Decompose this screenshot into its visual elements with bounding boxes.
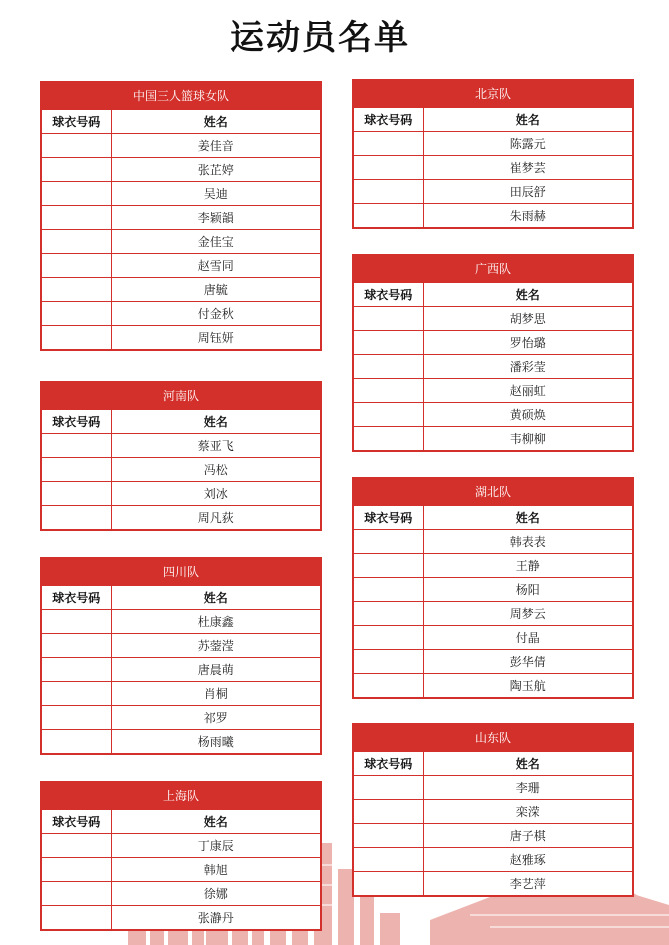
table-row — [353, 578, 633, 602]
table-row — [353, 530, 633, 554]
jersey-number-cell — [353, 307, 423, 331]
jersey-number-cell — [41, 858, 111, 882]
team-table-henan — [40, 381, 320, 531]
player-name-cell: 周梦云 — [423, 602, 633, 626]
player-name-cell: 王静 — [423, 554, 633, 578]
column-header-number: 球衣号码 — [41, 585, 111, 610]
player-name-cell: 黄硕焕 — [423, 403, 633, 427]
team-name: 河南队 — [41, 382, 321, 409]
column-header-name: 姓名 — [111, 409, 321, 434]
jersey-number-cell — [41, 182, 111, 206]
table-row — [353, 156, 633, 180]
roster-table — [352, 477, 634, 699]
jersey-number-cell — [41, 658, 111, 682]
jersey-number-cell — [41, 506, 111, 531]
table-row — [353, 602, 633, 626]
player-name-cell: 赵丽虹 — [423, 379, 633, 403]
roster-table — [40, 781, 322, 931]
player-name-cell: 陈露元 — [423, 132, 633, 156]
table-row — [353, 650, 633, 674]
jersey-number-cell — [353, 355, 423, 379]
table-row — [353, 132, 633, 156]
jersey-number-cell — [353, 650, 423, 674]
jersey-number-cell — [41, 278, 111, 302]
column-header-number: 球衣号码 — [353, 505, 423, 530]
jersey-number-cell — [353, 800, 423, 824]
table-row — [41, 730, 321, 755]
table-row — [41, 206, 321, 230]
player-name-cell: 崔梦芸 — [423, 156, 633, 180]
player-name-cell: 唐晨萌 — [111, 658, 321, 682]
table-row — [353, 872, 633, 897]
player-name-cell: 栾溁 — [423, 800, 633, 824]
player-name-cell: 赵雪同 — [111, 254, 321, 278]
jersey-number-cell — [41, 906, 111, 931]
column-header-name: 姓名 — [111, 109, 321, 134]
table-row — [353, 626, 633, 650]
table-row — [353, 379, 633, 403]
jersey-number-cell — [353, 578, 423, 602]
jersey-number-cell — [41, 254, 111, 278]
jersey-number-cell — [41, 206, 111, 230]
roster-table — [40, 381, 322, 531]
jersey-number-cell — [41, 434, 111, 458]
team-name: 四川队 — [41, 558, 321, 585]
player-name-cell: 冯松 — [111, 458, 321, 482]
jersey-number-cell — [41, 326, 111, 351]
player-name-cell: 韦柳柳 — [423, 427, 633, 452]
column-header-number: 球衣号码 — [41, 809, 111, 834]
jersey-number-cell — [353, 872, 423, 897]
player-name-cell: 陶玉航 — [423, 674, 633, 699]
jersey-number-cell — [353, 848, 423, 872]
jersey-number-cell — [41, 634, 111, 658]
table-row — [353, 427, 633, 452]
team-name: 山东队 — [353, 724, 633, 751]
player-name-cell: 张芷婷 — [111, 158, 321, 182]
team-name: 广西队 — [353, 255, 633, 282]
player-name-cell: 张瀞丹 — [111, 906, 321, 931]
team-table-sichuan — [40, 557, 320, 755]
table-row — [353, 554, 633, 578]
table-row — [353, 331, 633, 355]
table-row — [41, 682, 321, 706]
jersey-number-cell — [353, 379, 423, 403]
table-row — [41, 610, 321, 634]
player-name-cell: 周凡荻 — [111, 506, 321, 531]
team-name: 北京队 — [353, 80, 633, 107]
jersey-number-cell — [353, 427, 423, 452]
jersey-number-cell — [353, 554, 423, 578]
column-header-number: 球衣号码 — [353, 751, 423, 776]
player-name-cell: 杨阳 — [423, 578, 633, 602]
player-name-cell: 徐娜 — [111, 882, 321, 906]
table-row — [41, 634, 321, 658]
jersey-number-cell — [41, 706, 111, 730]
column-header-number: 球衣号码 — [41, 409, 111, 434]
player-name-cell: 潘彩莹 — [423, 355, 633, 379]
column-header-number: 球衣号码 — [353, 107, 423, 132]
table-row — [353, 403, 633, 427]
team-table-beijing — [352, 79, 632, 229]
table-row — [353, 848, 633, 872]
table-row — [41, 254, 321, 278]
team-table-guangxi — [352, 254, 632, 452]
column-header-name: 姓名 — [423, 751, 633, 776]
table-row — [353, 800, 633, 824]
jersey-number-cell — [353, 403, 423, 427]
player-name-cell: 金佳宝 — [111, 230, 321, 254]
column-header-name: 姓名 — [111, 585, 321, 610]
team-table-china — [40, 81, 320, 351]
player-name-cell: 罗怡璐 — [423, 331, 633, 355]
table-row — [353, 776, 633, 800]
roster-table — [352, 254, 634, 452]
player-name-cell: 付金秋 — [111, 302, 321, 326]
table-row — [353, 355, 633, 379]
jersey-number-cell — [41, 230, 111, 254]
table-row — [41, 482, 321, 506]
player-name-cell: 韩表表 — [423, 530, 633, 554]
column-header-name: 姓名 — [423, 282, 633, 307]
jersey-number-cell — [353, 530, 423, 554]
jersey-number-cell — [353, 626, 423, 650]
player-name-cell: 肖桐 — [111, 682, 321, 706]
player-name-cell: 田辰舒 — [423, 180, 633, 204]
column-header-number: 球衣号码 — [353, 282, 423, 307]
page-title: 运动员名单 — [230, 18, 410, 58]
roster-table — [40, 81, 322, 351]
jersey-number-cell — [41, 134, 111, 158]
table-row — [41, 458, 321, 482]
table-row — [353, 204, 633, 229]
jersey-number-cell — [41, 302, 111, 326]
table-row — [41, 906, 321, 931]
jersey-number-cell — [353, 156, 423, 180]
team-name: 湖北队 — [353, 478, 633, 505]
player-name-cell: 李珊 — [423, 776, 633, 800]
column-header-name: 姓名 — [111, 809, 321, 834]
roster-table — [352, 79, 634, 229]
table-row — [41, 158, 321, 182]
team-name: 中国三人篮球女队 — [41, 82, 321, 109]
table-row — [41, 182, 321, 206]
jersey-number-cell — [41, 834, 111, 858]
player-name-cell: 蔡亚飞 — [111, 434, 321, 458]
player-name-cell: 彭华倩 — [423, 650, 633, 674]
table-row — [353, 180, 633, 204]
jersey-number-cell — [41, 682, 111, 706]
table-row — [353, 674, 633, 699]
jersey-number-cell — [41, 882, 111, 906]
column-header-number: 球衣号码 — [41, 109, 111, 134]
jersey-number-cell — [353, 602, 423, 626]
player-name-cell: 李艺萍 — [423, 872, 633, 897]
jersey-number-cell — [41, 158, 111, 182]
player-name-cell: 杜康鑫 — [111, 610, 321, 634]
table-row — [41, 706, 321, 730]
table-row — [41, 326, 321, 351]
player-name-cell: 周钰妍 — [111, 326, 321, 351]
jersey-number-cell — [353, 674, 423, 699]
player-name-cell: 唐子棋 — [423, 824, 633, 848]
player-name-cell: 丁康辰 — [111, 834, 321, 858]
jersey-number-cell — [353, 180, 423, 204]
table-row — [41, 858, 321, 882]
jersey-number-cell — [353, 204, 423, 229]
jersey-number-cell — [41, 482, 111, 506]
roster-table — [40, 557, 322, 755]
player-name-cell: 姜佳音 — [111, 134, 321, 158]
jersey-number-cell — [41, 458, 111, 482]
jersey-number-cell — [353, 132, 423, 156]
player-name-cell: 吴迪 — [111, 182, 321, 206]
player-name-cell: 朱雨赫 — [423, 204, 633, 229]
jersey-number-cell — [41, 610, 111, 634]
jersey-number-cell — [353, 776, 423, 800]
player-name-cell: 刘冰 — [111, 482, 321, 506]
roster-table — [352, 723, 634, 897]
table-row — [41, 434, 321, 458]
table-row — [41, 278, 321, 302]
player-name-cell: 苏蓥滢 — [111, 634, 321, 658]
team-table-shanghai — [40, 781, 320, 931]
table-row — [41, 882, 321, 906]
player-name-cell: 韩旭 — [111, 858, 321, 882]
jersey-number-cell — [353, 331, 423, 355]
table-row — [41, 658, 321, 682]
column-header-name: 姓名 — [423, 107, 633, 132]
table-row — [41, 230, 321, 254]
player-name-cell: 付晶 — [423, 626, 633, 650]
player-name-cell: 赵雅琢 — [423, 848, 633, 872]
team-name: 上海队 — [41, 782, 321, 809]
table-row — [353, 824, 633, 848]
team-table-shandong — [352, 723, 632, 897]
player-name-cell: 祁罗 — [111, 706, 321, 730]
table-row — [41, 302, 321, 326]
player-name-cell: 唐毓 — [111, 278, 321, 302]
table-row — [41, 834, 321, 858]
table-row — [41, 134, 321, 158]
player-name-cell: 李颖韻 — [111, 206, 321, 230]
player-name-cell: 胡梦思 — [423, 307, 633, 331]
table-row — [41, 506, 321, 531]
player-name-cell: 杨雨曦 — [111, 730, 321, 755]
jersey-number-cell — [41, 730, 111, 755]
team-table-hubei — [352, 477, 632, 699]
jersey-number-cell — [353, 824, 423, 848]
table-row — [353, 307, 633, 331]
column-header-name: 姓名 — [423, 505, 633, 530]
